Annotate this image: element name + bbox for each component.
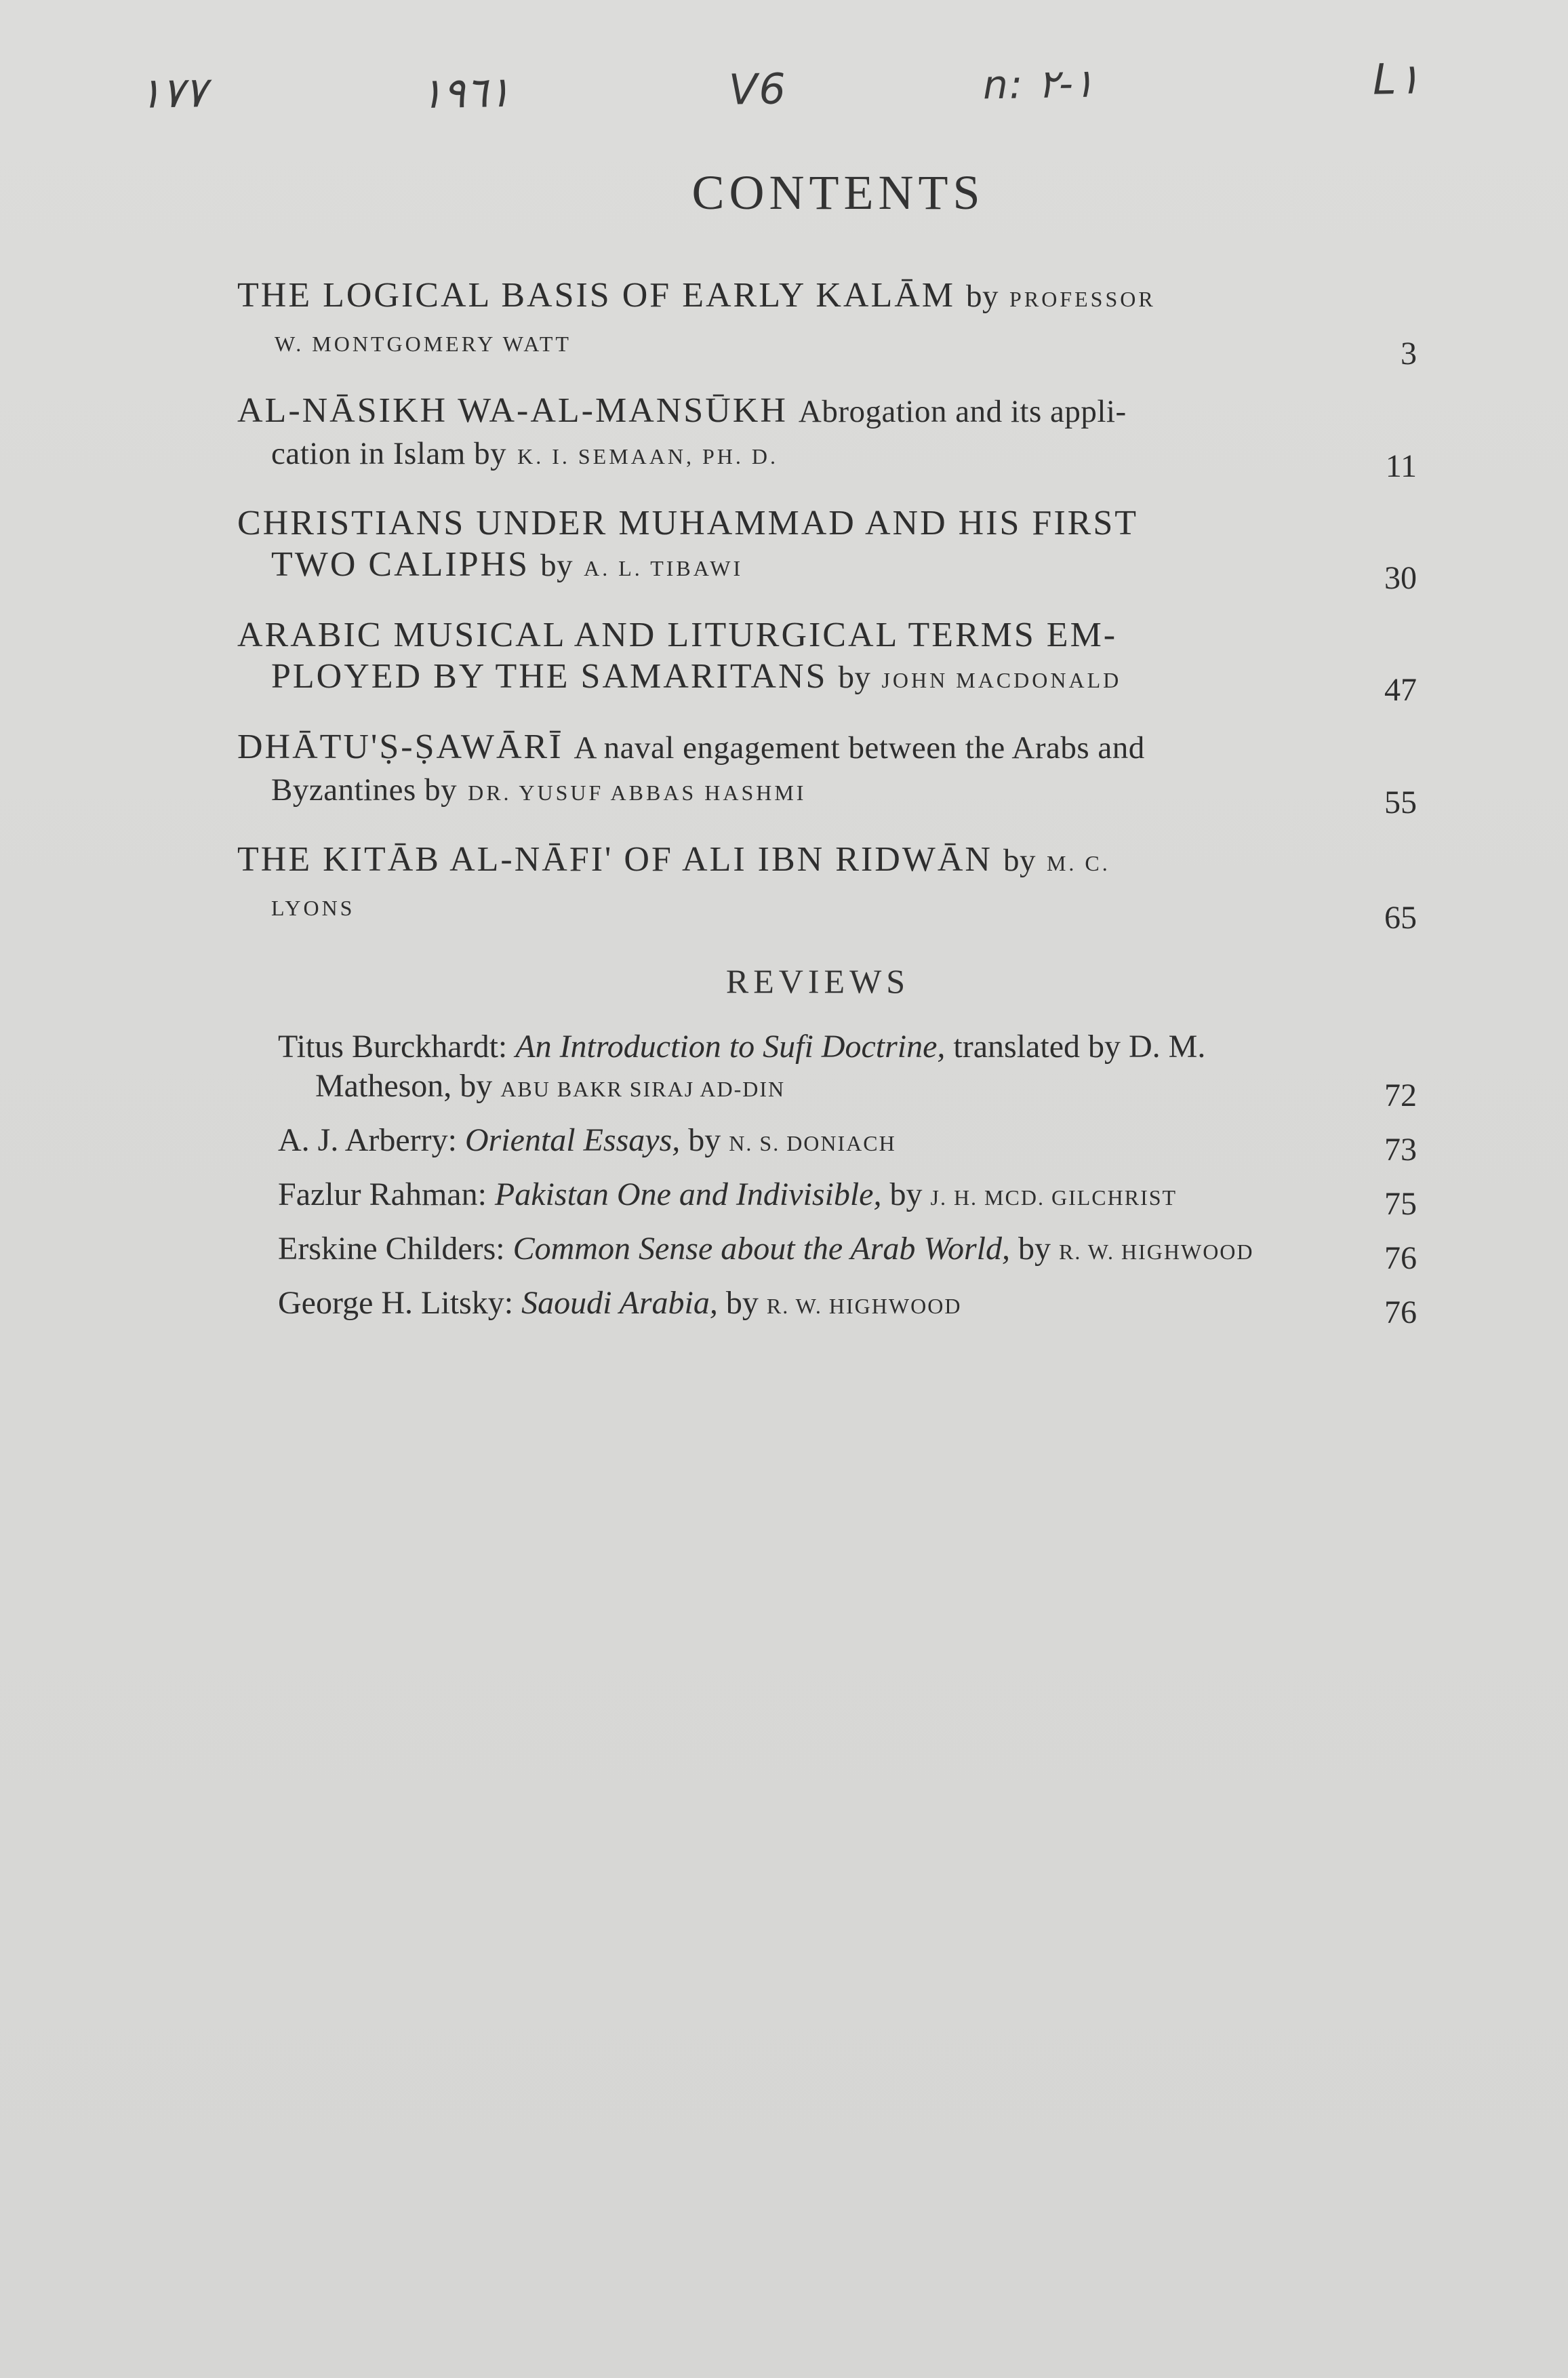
page-number: 11 — [1385, 448, 1417, 484]
handwritten-note: ١٧٧ — [138, 67, 207, 118]
reviewer-name: ABU BAKR SIRAJ AD-DIN — [500, 1077, 786, 1101]
review-entry — [278, 1027, 1417, 1113]
by-label: by — [1018, 1231, 1051, 1267]
article-author: A. L. TIBAWI — [584, 556, 744, 580]
article-author: PROFESSOR — [1009, 287, 1156, 311]
article-subtitle: Abrogation and its appli- — [798, 394, 1127, 429]
review-book-title: An Introduction to Sufi Doctrine, — [515, 1029, 946, 1065]
page-number: 76 — [1384, 1240, 1417, 1276]
page-number: 30 — [1384, 560, 1417, 596]
table-of-contents — [237, 275, 1417, 954]
reviewer-name: J. H. MCD. GILCHRIST — [930, 1185, 1178, 1210]
toc-entry — [237, 502, 1417, 596]
review-book-author: George H. Litsky: — [278, 1285, 514, 1321]
article-subtitle: A naval engagement between the Arabs and — [574, 730, 1145, 766]
page-number: 73 — [1384, 1132, 1417, 1168]
article-title: ARABIC MUSICAL AND LITURGICAL TERMS EM- — [237, 616, 1118, 654]
by-label: by — [838, 660, 871, 695]
article-title: THE LOGICAL BASIS OF EARLY KALĀM — [237, 276, 956, 315]
toc-entry — [237, 839, 1417, 936]
review-book-author: Titus Burckhardt: — [278, 1029, 508, 1065]
by-label: by — [540, 548, 574, 583]
article-title: AL-NĀSIKH WA-AL-MANSŪKH — [237, 391, 788, 430]
article-subtitle: Byzantines by — [271, 772, 458, 808]
reviews-heading: REVIEWS — [725, 962, 910, 1000]
handwritten-note: n: ١-٢ — [982, 60, 1095, 108]
article-title: CHRISTIANS UNDER MUHAMMAD AND HIS FIRST — [237, 504, 1139, 542]
page-number: 47 — [1384, 672, 1417, 708]
page-number: 76 — [1384, 1294, 1417, 1330]
handwritten-note: L١ — [1372, 54, 1421, 104]
article-author: K. I. SEMAAN, PH. D. — [517, 444, 778, 469]
page-number: 55 — [1384, 785, 1417, 820]
review-book-author: Fazlur Rahman: — [278, 1176, 487, 1212]
reviewer-name: N. S. DONIACH — [729, 1131, 896, 1155]
by-label: by — [966, 279, 999, 314]
by-label: by — [1003, 843, 1036, 878]
reviewer-name: R. W. HIGHWOOD — [766, 1294, 962, 1318]
by-label: by — [688, 1122, 721, 1158]
article-title: TWO CALIPHS — [271, 545, 530, 584]
review-extra: Matheson, by — [315, 1068, 493, 1104]
article-title: THE KITĀB AL-NĀFI' OF ALI IBN RIDWĀN — [237, 840, 992, 879]
review-entry — [278, 1284, 1417, 1330]
review-extra: translated by D. M. — [953, 1029, 1206, 1065]
article-author: W. MONTGOMERY WATT — [275, 332, 571, 356]
article-title: DHĀTU'Ṣ-ṢAWĀRĪ — [237, 728, 563, 766]
review-entry — [278, 1229, 1417, 1276]
toc-entry — [237, 726, 1417, 820]
article-author: JOHN MACDONALD — [881, 668, 1122, 692]
toc-entry — [237, 614, 1417, 708]
by-label: by — [725, 1285, 759, 1321]
review-book-title: Saoudi Arabia, — [521, 1285, 718, 1321]
reviewer-name: R. W. HIGHWOOD — [1058, 1240, 1254, 1264]
review-entry — [278, 1175, 1417, 1222]
toc-entry — [237, 275, 1417, 372]
article-title: PLOYED BY THE SAMARITANS — [271, 657, 828, 696]
review-book-title: Oriental Essays, — [464, 1122, 681, 1158]
reviews-list — [278, 1027, 1417, 1338]
review-book-title: Common Sense about the Arab World, — [512, 1231, 1010, 1267]
review-book-author: Erskine Childers: — [278, 1231, 505, 1267]
toc-entry — [237, 390, 1417, 484]
article-subtitle: cation in Islam by — [271, 436, 507, 471]
page-number: 75 — [1384, 1186, 1417, 1222]
page-number: 65 — [1384, 900, 1417, 936]
review-book-title: Pakistan One and Indivisible, — [494, 1176, 882, 1212]
contents-heading: CONTENTS — [691, 165, 985, 220]
handwritten-note: V6 — [728, 64, 788, 115]
handwritten-note: ١٩٦١ — [420, 66, 511, 119]
review-book-author: A. J. Arberry: — [278, 1122, 457, 1158]
by-label: by — [889, 1176, 923, 1212]
page-number: 72 — [1384, 1077, 1417, 1113]
article-author: LYONS — [271, 896, 355, 920]
handwritten-annotations — [0, 47, 1568, 129]
article-author: DR. YUSUF ABBAS HASHMI — [468, 780, 807, 805]
article-author: M. C. — [1046, 851, 1110, 875]
review-entry — [278, 1121, 1417, 1168]
page-number: 3 — [1401, 336, 1417, 372]
